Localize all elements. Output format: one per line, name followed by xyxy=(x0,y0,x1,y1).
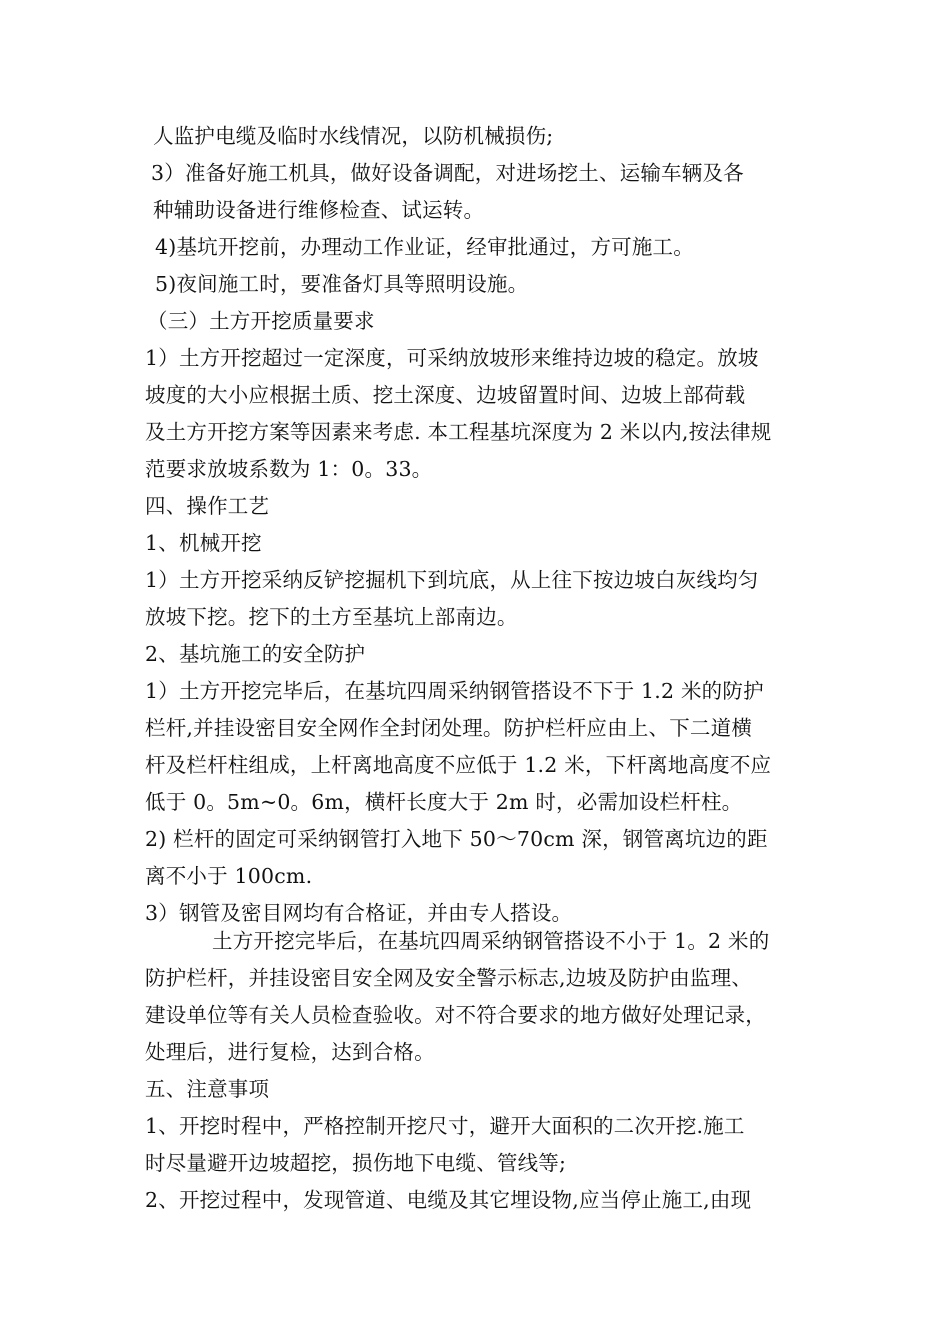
section-heading: （三）土方开挖质量要求 xyxy=(147,309,375,333)
text-line: 离不小于 100cm. xyxy=(145,864,313,888)
text-line: 3）钢管及密目网均有合格证，并由专人搭设。 xyxy=(145,901,573,925)
text-line: 土方开挖完毕后，在基坑四周采纳钢管搭设不小于 1。2 米的 xyxy=(212,929,770,953)
text-line: 2、开挖过程中，发现管道、电缆及其它埋设物,应当停止施工,由现 xyxy=(145,1188,752,1212)
subsection-heading: 1、机械开挖 xyxy=(145,531,262,555)
text-line: 2) 栏杆的固定可采纳钢管打入地下 50～70cm 深，钢管离坑边的距 xyxy=(145,827,768,851)
text-line: 1）土方开挖超过一定深度，可采纳放坡形来维持边坡的稳定。放坡 xyxy=(145,346,759,370)
section-heading: 四、操作工艺 xyxy=(145,494,270,518)
text-line: 建设单位等有关人员检查验收。对不符合要求的地方做好处理记录， xyxy=(145,1003,766,1027)
text-line: 3）准备好施工机具，做好设备调配，对进场挖土、运输车辆及各 xyxy=(151,161,744,185)
text-line: 坡度的大小应根据土质、挖土深度、边坡留置时间、边坡上部荷载 xyxy=(145,383,746,407)
text-line: 1）土方开挖采纳反铲挖掘机下到坑底，从上往下按边坡白灰线均匀 xyxy=(145,568,759,592)
text-line: 及土方开挖方案等因素来考虑. 本工程基坑深度为 2 米以内,按法律规 xyxy=(145,420,772,444)
text-line: 处理后，进行复检，达到合格。 xyxy=(145,1040,435,1064)
section-heading: 五、注意事项 xyxy=(145,1077,270,1101)
subsection-heading: 2、基坑施工的安全防护 xyxy=(145,642,366,666)
text-line: 时尽量避开边坡超挖，损伤地下电缆、管线等; xyxy=(145,1151,567,1175)
text-line: 杆及栏杆柱组成，上杆离地高度不应低于 1.2 米，下杆离地高度不应 xyxy=(145,753,772,777)
text-line: 低于 0。5m~0。6m，横杆长度大于 2m 时，必需加设栏杆柱。 xyxy=(145,790,743,814)
text-line: 5)夜间施工时，要准备灯具等照明设施。 xyxy=(155,272,529,296)
text-line: 1）土方开挖完毕后，在基坑四周采纳钢管搭设不下于 1.2 米的防护 xyxy=(145,679,764,703)
text-line: 防护栏杆，并挂设密目安全网及安全警示标志,边坡及防护由监理、 xyxy=(145,966,753,990)
text-line: 人监护电缆及临时水线情况，以防机械损伤; xyxy=(153,124,554,148)
text-line: 4)基坑开挖前，办理动工作业证，经审批通过，方可施工。 xyxy=(155,235,694,259)
text-line: 范要求放坡系数为 1：0。33。 xyxy=(145,457,433,481)
text-line: 种辅助设备进行维修检查、试运转。 xyxy=(153,198,485,222)
text-line: 1、开挖时程中，严格控制开挖尺寸，避开大面积的二次开挖.施工 xyxy=(145,1114,745,1138)
text-line: 栏杆,并挂设密目安全网作全封闭处理。防护栏杆应由上、下二道横 xyxy=(145,716,753,740)
text-line: 放坡下挖。挖下的土方至基坑上部南边。 xyxy=(145,605,518,629)
